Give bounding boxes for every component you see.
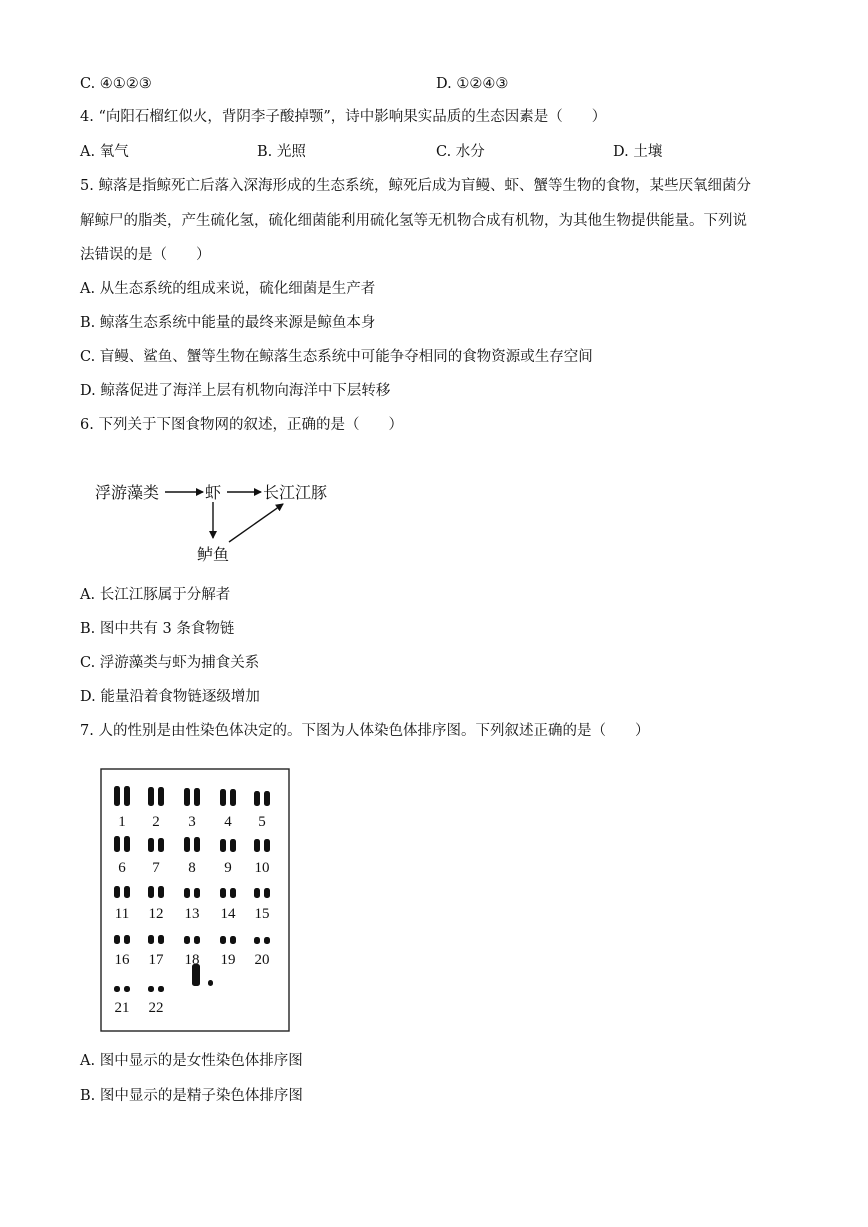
chromosome-19-b bbox=[230, 936, 236, 944]
q7-stem: 7. 人的性别是由性染色体决定的。下图为人体染色体排序图。下列叙述正确的是（ ） bbox=[80, 723, 650, 739]
q3-option-d: D. ①②④③ bbox=[436, 76, 509, 92]
q6-option-d: D. 能量沿着食物链逐级增加 bbox=[80, 689, 260, 705]
shrimp-label: 虾 bbox=[205, 483, 222, 502]
chromosome-4-a bbox=[220, 789, 226, 806]
chromosome-21-b bbox=[124, 986, 130, 992]
chromosome-12-a bbox=[148, 886, 154, 898]
q4-option-c: C. 水分 bbox=[436, 144, 485, 160]
q4-stem: 4. “向阳石榴红似火，背阴李子酸掉颚”，诗中影响果实品质的生态因素是（ ） bbox=[80, 109, 607, 125]
chromosome-21-a bbox=[114, 986, 120, 992]
chromosome-3-a bbox=[184, 788, 190, 806]
q5-option-c: C. 盲鳗、鲨鱼、蟹等生物在鲸落生态系统中可能争夺相同的食物资源或生存空间 bbox=[80, 349, 593, 365]
q4-option-d: D. 土壤 bbox=[613, 144, 663, 160]
chromosome-8-a bbox=[184, 837, 190, 852]
chromosome-4-b bbox=[230, 789, 236, 806]
chromosome-9-a bbox=[220, 839, 226, 852]
q7-option-a: A. 图中显示的是女性染色体排序图 bbox=[80, 1053, 303, 1069]
chromosome-label-3: 3 bbox=[188, 814, 196, 830]
chromosome-2-a bbox=[148, 787, 154, 806]
chromosome-2-b bbox=[158, 787, 164, 806]
perch-label: 鲈鱼 bbox=[197, 545, 230, 564]
porpoise-label: 长江江豚 bbox=[263, 483, 328, 502]
chromosome-label-9: 9 bbox=[224, 860, 232, 876]
q4-option-b: B. 光照 bbox=[257, 144, 306, 160]
q6-option-b: B. 图中共有 3 条食物链 bbox=[80, 621, 235, 637]
chromosome-label-22: 22 bbox=[148, 1000, 164, 1016]
chromosome-label-7: 7 bbox=[152, 860, 160, 876]
q7-option-b: B. 图中显示的是精子染色体排序图 bbox=[80, 1088, 303, 1104]
chromosome-10-a bbox=[254, 839, 260, 852]
karyotype-diagram bbox=[100, 768, 292, 1034]
chromosome-5-b bbox=[264, 791, 270, 806]
q4-option-a: A. 氧气 bbox=[80, 144, 129, 160]
chromosome-17-b bbox=[158, 935, 164, 944]
chromosome-3-b bbox=[194, 788, 200, 806]
chromosome-label-19: 19 bbox=[220, 952, 236, 968]
q6-option-a: A. 长江江豚属于分解者 bbox=[80, 587, 231, 603]
chromosome-17-a bbox=[148, 935, 154, 944]
q5-stem-line1: 5. 鲸落是指鲸死亡后落入深海形成的生态系统，鲸死后成为盲鳗、虾、蟹等生物的食物，某些厌氧细菌分 bbox=[80, 178, 751, 194]
chromosome-18-b bbox=[194, 936, 200, 944]
q6-stem: 6. 下列关于下图食物网的叙述，正确的是（ ） bbox=[80, 417, 403, 433]
plankton-label: 浮游藻类 bbox=[95, 483, 160, 502]
chromosome-22-b bbox=[158, 986, 164, 992]
q5-stem-line2: 解鲸尸的脂类，产生硫化氢，硫化细菌能利用硫化氢等无机物合成有机物，为其他生物提供能量。下列说 bbox=[80, 213, 747, 229]
chromosome-label-10: 10 bbox=[254, 860, 270, 876]
q5-option-a: A. 从生态系统的组成来说，硫化细菌是生产者 bbox=[80, 281, 376, 297]
chromosome-13-a bbox=[184, 888, 190, 898]
q3-option-c: C. ④①②③ bbox=[80, 76, 152, 92]
chromosome-1-a bbox=[114, 786, 120, 806]
chromosome-5-a bbox=[254, 791, 260, 806]
chromosome-label-1: 1 bbox=[118, 814, 126, 830]
q5-option-d: D. 鲸落促进了海洋上层有机物向海洋中下层转移 bbox=[80, 383, 391, 399]
chromosome-9-b bbox=[230, 839, 236, 852]
chromosome-16-b bbox=[124, 935, 130, 944]
chromosome-label-14: 14 bbox=[220, 906, 236, 922]
chromosome-label-6: 6 bbox=[118, 860, 126, 876]
chromosome-15-b bbox=[264, 888, 270, 898]
chromosome-16-a bbox=[114, 935, 120, 944]
chromosome-22-a bbox=[148, 986, 154, 992]
q5-stem-line3: 法错误的是（ ） bbox=[80, 247, 211, 263]
chromosome-11-a bbox=[114, 886, 120, 898]
chromosome-label-11: 11 bbox=[114, 906, 130, 922]
chromosome-20-a bbox=[254, 937, 260, 944]
chromosome-label-17: 17 bbox=[148, 952, 164, 968]
chromosome-11-b bbox=[124, 886, 130, 898]
chromosome-20-b bbox=[264, 937, 270, 944]
chromosome-15-a bbox=[254, 888, 260, 898]
chromosome-label-5: 5 bbox=[258, 814, 266, 830]
chromosome-label-13: 13 bbox=[184, 906, 200, 922]
chromosome-6-b bbox=[124, 836, 130, 852]
chromosome-19-a bbox=[220, 936, 226, 944]
chromosome-label-12: 12 bbox=[148, 906, 164, 922]
food-web-diagram bbox=[95, 474, 355, 570]
chromosome-label-15: 15 bbox=[254, 906, 270, 922]
chromosome-7-a bbox=[148, 838, 154, 852]
chromosome-8-b bbox=[194, 837, 200, 852]
q5-option-b: B. 鲸落生态系统中能量的最终来源是鲸鱼本身 bbox=[80, 315, 376, 331]
q6-option-c: C. 浮游藻类与虾为捕食关系 bbox=[80, 655, 260, 671]
chromosome-14-b bbox=[230, 888, 236, 898]
arrow-perch-porpoise bbox=[229, 504, 283, 542]
chromosome-label-20: 20 bbox=[254, 952, 270, 968]
chromosome-13-b bbox=[194, 888, 200, 898]
chromosome-7-b bbox=[158, 838, 164, 852]
chromosome-14-a bbox=[220, 888, 226, 898]
chromosome-18-a bbox=[184, 936, 190, 944]
chromosome-10-b bbox=[264, 839, 270, 852]
chromosome-1-b bbox=[124, 786, 130, 806]
chromosome-6-a bbox=[114, 836, 120, 852]
chromosome-12-b bbox=[158, 886, 164, 898]
chromosome-label-16: 16 bbox=[114, 952, 130, 968]
chromosome-label-8: 8 bbox=[188, 860, 196, 876]
chromosome-label-18: 18 bbox=[184, 952, 200, 968]
chromosome-label-4: 4 bbox=[224, 814, 232, 830]
sex-chromosome-y bbox=[208, 980, 213, 986]
chromosome-label-21: 21 bbox=[114, 1000, 130, 1016]
chromosome-label-2: 2 bbox=[152, 814, 160, 830]
